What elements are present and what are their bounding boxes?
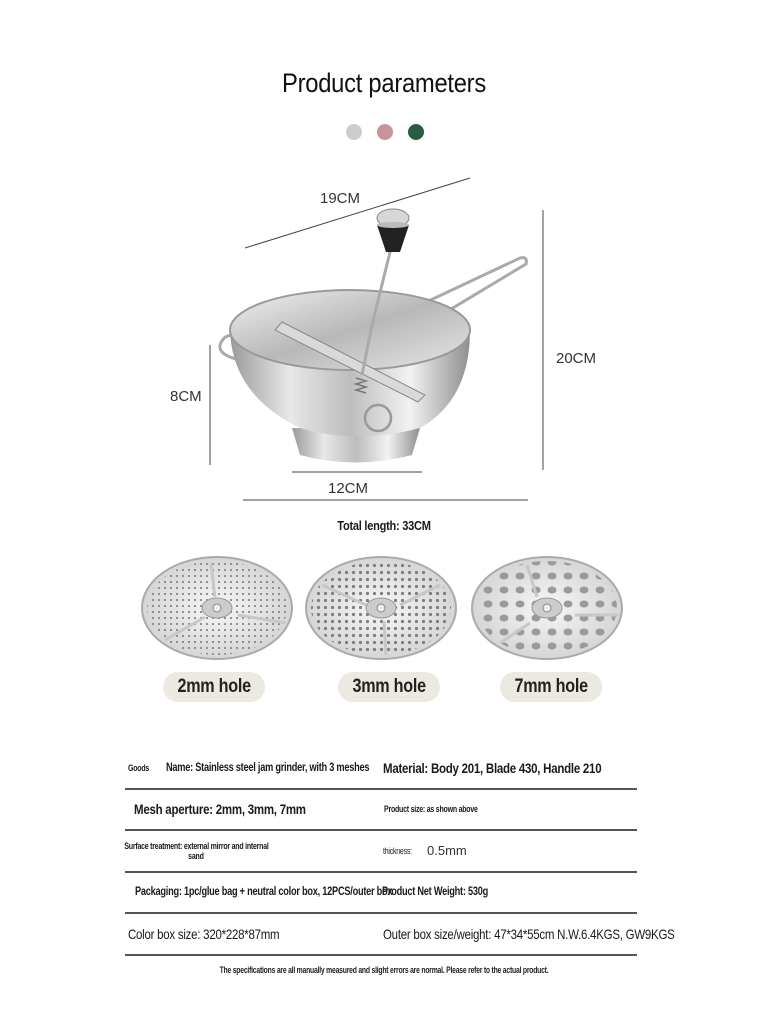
dimension-top-width: 19CM [320,190,361,207]
total-length: Total length: 33CM [337,518,431,533]
spec-color-box-size: Color box size: 320*228*87mm [128,925,280,942]
spec-row [125,790,637,832]
mesh-disc-3mm [306,557,456,659]
crank-knob [377,225,409,252]
spec-surface-treatment: Surface treatment: external mirror and internal [123,840,269,851]
dimension-height: 20CM [556,350,597,367]
page-title: Product parameters [282,68,486,98]
spec-material: Material: Body 201, Blade 430, Handle 210 [383,759,602,776]
mesh-label-2mm: 2mm hole [163,672,265,702]
dim-line-top [245,178,470,248]
spec-product-size: Product size: as shown above [384,804,478,815]
spec-table [123,748,675,956]
spec-row [125,914,675,956]
disclaimer-note: The specifications are all manually measured and slight errors are normal. Please refer to the actual product. [219,965,549,975]
spec-thickness-label: thickness: [383,845,412,856]
spec-row [125,748,637,790]
mesh-label-7mm: 7mm hole [500,672,602,702]
mesh-disc-2mm [142,557,292,659]
spec-goods-label: Goods [128,762,150,773]
spec-surface-treatment-line2: sand [188,850,204,861]
spec-thickness-value: 0.5mm [427,843,467,859]
spec-mesh-aperture: Mesh aperture: 2mm, 3mm, 7mm [134,801,306,818]
spec-net-weight: Product Net Weight: 530g [382,886,489,899]
spec-packaging: Packaging: 1pc/glue bag + neutral color box, 12PCS/outer box [135,886,393,899]
dimension-bowl-depth: 8CM [170,388,202,405]
spec-row [125,831,637,873]
spec-outer-box: Outer box size/weight: 47*34*55cm N.W.6.4KGS, GW9KGS [383,925,675,942]
mesh-label-3mm: 3mm hole [338,672,440,702]
spec-row [125,873,637,915]
mesh-disc-7mm [472,557,622,659]
dimension-base-width: 12CM [328,480,369,497]
spec-name: Name: Stainless steel jam grinder, with 3 meshes [166,761,370,774]
